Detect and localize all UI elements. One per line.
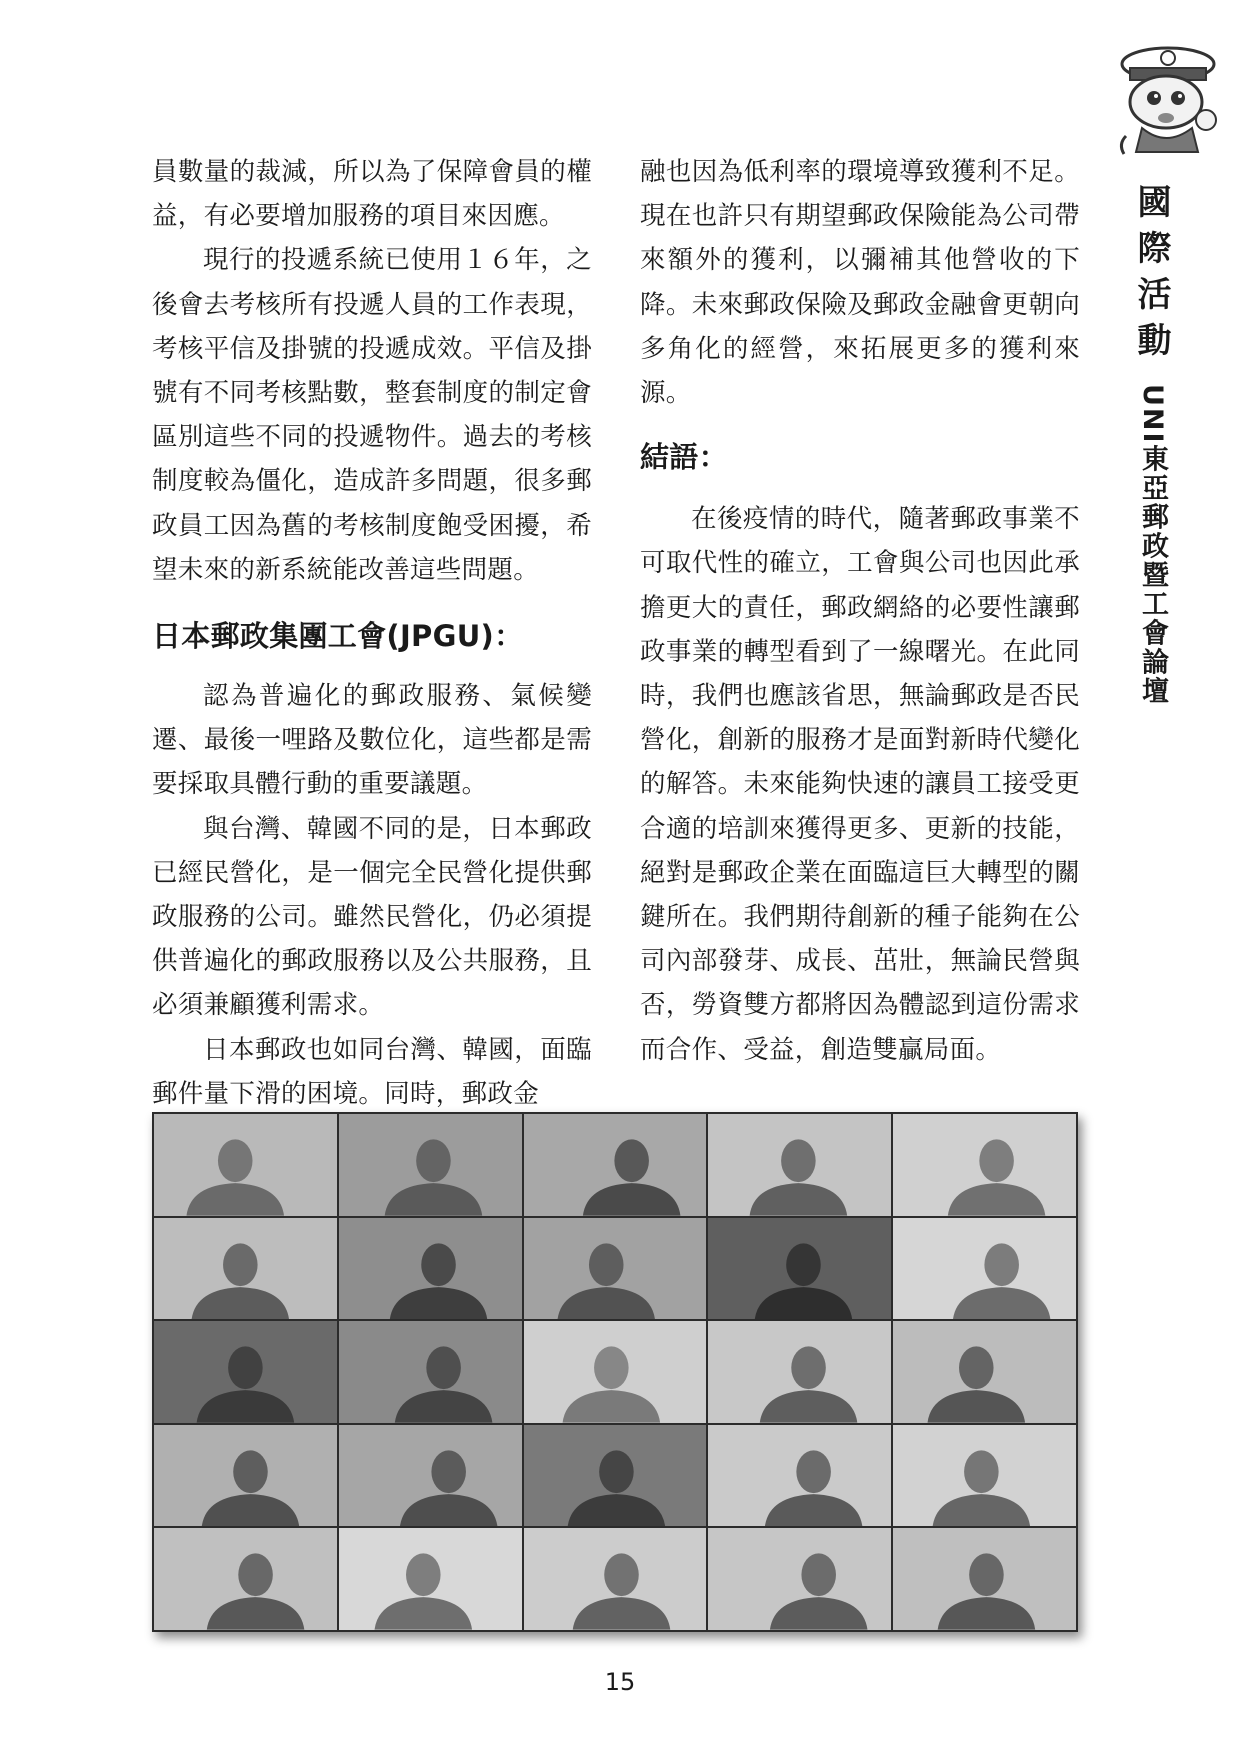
- police-mascot-icon: [1108, 40, 1226, 160]
- participant-tile: [154, 1321, 337, 1423]
- participant-silhouette: [524, 1528, 707, 1630]
- participant-silhouette: [339, 1321, 522, 1423]
- participant-tile: [708, 1114, 891, 1216]
- section-heading-jpgu: 日本郵政集團工會(JPGU)：: [152, 619, 524, 654]
- participant-tile: [708, 1218, 891, 1320]
- participant-silhouette: [524, 1218, 707, 1320]
- participant-silhouette: [708, 1425, 891, 1527]
- participant-tile: [708, 1425, 891, 1527]
- participant-tile: [339, 1425, 522, 1527]
- left-column: [152, 150, 592, 1116]
- participant-tile: [154, 1218, 337, 1320]
- section-heading-conclusion: 結語：: [640, 440, 728, 475]
- participant-tile: [893, 1321, 1076, 1423]
- page-number: 15: [604, 1668, 636, 1696]
- left-paragraph-1: 員數量的裁減，所以為了保障會員的權益，有必要增加服務的項目來因應。: [152, 157, 592, 232]
- participant-tile: [893, 1425, 1076, 1527]
- participant-tile: [524, 1321, 707, 1423]
- section-subtitle: UNI東亞郵政暨工會論壇: [1137, 384, 1168, 706]
- participant-tile: [339, 1321, 522, 1423]
- participant-silhouette: [893, 1528, 1076, 1630]
- participant-silhouette: [708, 1321, 891, 1423]
- participant-silhouette: [154, 1321, 337, 1423]
- participant-silhouette: [154, 1218, 337, 1320]
- participant-tile: [893, 1528, 1076, 1630]
- participant-silhouette: [339, 1114, 522, 1216]
- participant-silhouette: [893, 1218, 1076, 1320]
- participant-silhouette: [339, 1218, 522, 1320]
- right-column: [640, 150, 1080, 1072]
- participant-tile: [524, 1218, 707, 1320]
- participant-silhouette: [154, 1114, 337, 1216]
- participant-silhouette: [524, 1321, 707, 1423]
- left-paragraph-5: 日本郵政也如同台灣、韓國，面臨郵件量下滑的困境。同時，郵政金: [152, 1034, 592, 1109]
- participant-tile: [893, 1218, 1076, 1320]
- participant-silhouette: [893, 1425, 1076, 1527]
- participant-tile: [154, 1114, 337, 1216]
- participant-tile: [339, 1218, 522, 1320]
- right-paragraph-1: 融也因為低利率的環境導致獲利不足。現在也許只有期望郵政保險能為公司帶來額外的獲利，以彌補其他營收的下降。未來郵政保險及郵政金融會更朝向多角化的經營，來拓展更多的獲利來源。: [640, 157, 1080, 409]
- participant-tile: [154, 1425, 337, 1527]
- participant-tile: [339, 1114, 522, 1216]
- left-paragraph-2: 現行的投遞系統已使用１６年，之後會去考核所有投遞人員的工作表現，考核平信及掛號的投遞成效。平信及掛號有不同考核點數，整套制度的制定會區別這些不同的投遞物件。過去的考核制度較為僵化，造成許多問題，很多郵政員工因為舊的考核制度飽受困擾，希望未來的新系統能改善這些問題。: [152, 245, 592, 585]
- participant-silhouette: [339, 1528, 522, 1630]
- participant-silhouette: [893, 1114, 1076, 1216]
- participant-tile: [708, 1528, 891, 1630]
- participant-silhouette: [154, 1425, 337, 1527]
- participant-silhouette: [893, 1321, 1076, 1423]
- participant-silhouette: [708, 1114, 891, 1216]
- video-conference-photo: [152, 1112, 1078, 1632]
- participant-tile: [524, 1425, 707, 1527]
- participant-silhouette: [524, 1425, 707, 1527]
- participant-silhouette: [708, 1218, 891, 1320]
- participant-silhouette: [154, 1528, 337, 1630]
- section-title: 國際活動: [1131, 184, 1171, 368]
- participant-silhouette: [339, 1425, 522, 1527]
- left-paragraph-3: 認為普遍化的郵政服務、氣候變遷、最後一哩路及數位化，這些都是需要採取具體行動的重要議題。: [152, 681, 592, 800]
- left-paragraph-4: 與台灣、韓國不同的是，日本郵政已經民營化，是一個完全民營化提供郵政服務的公司。雖然民營化，仍必須提供普遍化的郵政服務以及公共服務，且必須兼顧獲利需求。: [152, 813, 592, 1021]
- participant-tile: [708, 1321, 891, 1423]
- participant-tile: [339, 1528, 522, 1630]
- participant-tile: [524, 1528, 707, 1630]
- right-paragraph-2: 在後疫情的時代，隨著郵政事業不可取代性的確立，工會與公司也因此承擔更大的責任，郵政網絡的必要性讓郵政事業的轉型看到了一線曙光。在此同時，我們也應該省思，無論郵政是否民營化，創新的服務才是面對新時代變化的解答。未來能夠快速的讓員工接受更合適的培訓來獲得更多、更新的技能，絕對是郵政企業在面臨這巨大轉型的關鍵所在。我們期待創新的種子能夠在公司內部發芽、成長、茁壯，無論民營與否，勞資雙方都將因為體認到這份需求而合作、受益，創造雙贏局面。: [640, 504, 1080, 1065]
- participant-tile: [893, 1114, 1076, 1216]
- participant-silhouette: [524, 1114, 707, 1216]
- participant-tile: [524, 1114, 707, 1216]
- participant-silhouette: [708, 1528, 891, 1630]
- participant-tile: [154, 1528, 337, 1630]
